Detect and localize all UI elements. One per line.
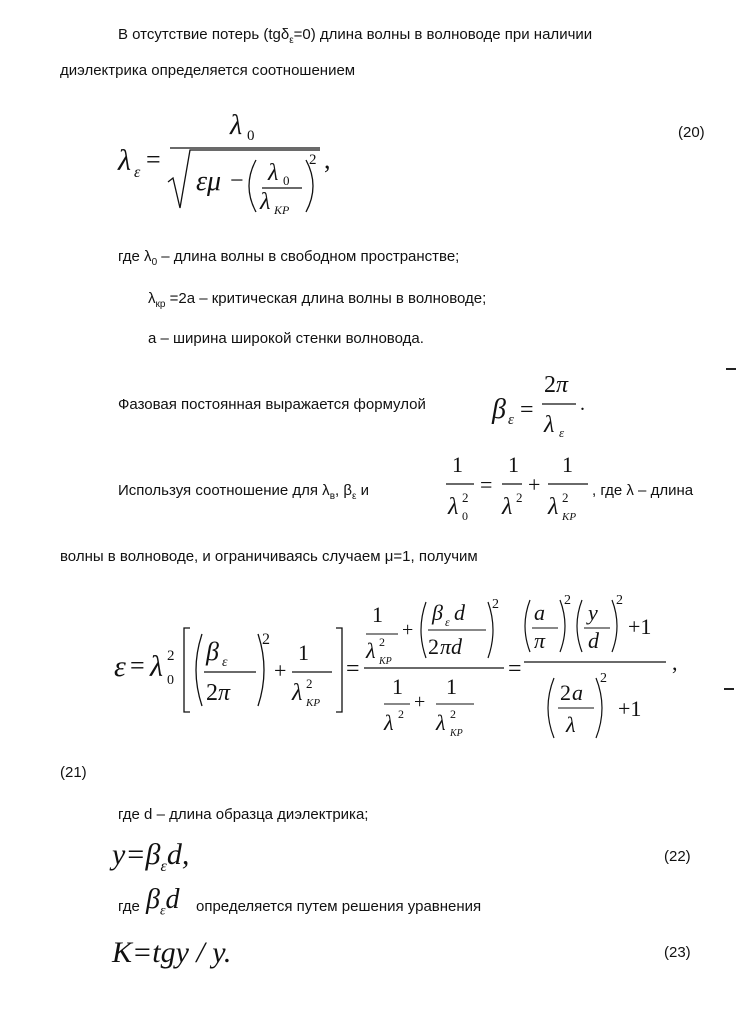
formula-22: $y=\beta_\varepsilon d$, xyxy=(112,838,190,875)
svg-text:2: 2 xyxy=(306,676,313,691)
svg-text:ε: ε xyxy=(222,655,228,670)
svg-text:2: 2 xyxy=(562,490,569,505)
svg-text:KP: KP xyxy=(450,728,463,739)
svg-text:λ: λ xyxy=(292,680,303,706)
svg-text:+: + xyxy=(274,658,287,683)
svg-text:=: = xyxy=(520,397,534,423)
svg-text:λ: λ xyxy=(448,494,459,520)
svg-text:0: 0 xyxy=(462,509,468,523)
svg-text:2: 2 xyxy=(600,671,607,686)
svg-text:λ: λ xyxy=(384,710,394,735)
scan-mark-top xyxy=(726,368,736,370)
svg-text:1: 1 xyxy=(298,640,309,665)
svg-text:λ: λ xyxy=(548,494,559,520)
svg-text:1: 1 xyxy=(372,602,383,627)
svg-text:2: 2 xyxy=(616,593,623,608)
svg-text:1: 1 xyxy=(452,452,463,477)
svg-text:=: = xyxy=(346,656,360,682)
svg-text:2: 2 xyxy=(544,372,556,398)
svg-text:+1: +1 xyxy=(628,614,652,639)
definition-a: а – ширина широкой стенки волновода. xyxy=(148,330,424,347)
svg-text:ε: ε xyxy=(114,650,126,683)
equation-number-22: (22) xyxy=(664,848,691,865)
svg-text:2: 2 xyxy=(309,152,317,168)
svg-text:2: 2 xyxy=(206,680,218,706)
svg-text:λ: λ xyxy=(260,189,271,215)
svg-text:λ: λ xyxy=(366,638,376,663)
svg-text:εμ: εμ xyxy=(196,166,222,197)
svg-text:0: 0 xyxy=(283,173,290,188)
definition-d: где d – длина образца диэлектрика; xyxy=(118,806,369,823)
svg-text:2: 2 xyxy=(492,597,499,612)
svg-text:λ: λ xyxy=(566,712,576,737)
svg-text:ε: ε xyxy=(559,425,565,440)
using-relation-text: Используя соотношение для $\lambda_в$, $\beta_\varepsilon$ и xyxy=(118,482,369,502)
svg-text:=: = xyxy=(146,145,161,174)
svg-text:KP: KP xyxy=(562,511,577,523)
scan-mark-bottom xyxy=(724,688,734,690)
svg-text:2: 2 xyxy=(167,648,175,664)
wave-line-text: волны в волноводе, и ограничиваясь случаем μ=1, получим xyxy=(60,548,478,565)
svg-text:ε: ε xyxy=(445,615,450,629)
svg-text:.: . xyxy=(580,393,585,415)
svg-text:a: a xyxy=(572,680,583,705)
svg-text:0: 0 xyxy=(167,673,174,688)
paragraph-intro-line2: диэлектрика определяется соотношением xyxy=(60,62,356,79)
formula-23: K=tgy / y. xyxy=(112,936,232,969)
formula-relation xyxy=(440,450,600,530)
svg-text:KP: KP xyxy=(274,203,290,217)
svg-text:a: a xyxy=(534,600,545,625)
svg-text:1: 1 xyxy=(392,674,403,699)
formula-beta-d-inline: $\beta_\varepsilon d$ xyxy=(146,884,180,919)
svg-text:,: , xyxy=(672,650,678,675)
svg-text:ε: ε xyxy=(134,164,141,181)
svg-text:2: 2 xyxy=(398,707,404,721)
svg-text:1: 1 xyxy=(446,674,457,699)
svg-text:λ: λ xyxy=(502,494,513,520)
svg-text:+1: +1 xyxy=(618,696,642,721)
svg-text:KP: KP xyxy=(306,697,321,709)
svg-text:β: β xyxy=(432,600,443,625)
svg-text:+: + xyxy=(414,691,426,713)
svg-text:πd: πd xyxy=(440,634,463,659)
svg-text:λ: λ xyxy=(118,144,131,177)
svg-text:λ: λ xyxy=(544,412,555,438)
svg-text:2: 2 xyxy=(462,490,469,505)
svg-text:β: β xyxy=(206,637,219,666)
svg-text:2: 2 xyxy=(516,490,523,505)
svg-text:π: π xyxy=(556,372,569,398)
svg-text:0: 0 xyxy=(247,128,255,144)
svg-text:π: π xyxy=(534,628,546,653)
svg-text:2: 2 xyxy=(564,593,571,608)
svg-text:2: 2 xyxy=(450,707,456,721)
svg-text:λ: λ xyxy=(230,110,243,141)
svg-text:1: 1 xyxy=(508,452,519,477)
svg-text:β: β xyxy=(492,394,506,425)
svg-text:1: 1 xyxy=(562,452,573,477)
formula-beta xyxy=(490,362,600,442)
definition-beta-d-prefix: где xyxy=(118,898,140,915)
definition-lambda0: где $\lambda_0$ – длина волны в свободном пространстве; xyxy=(118,248,460,268)
svg-text:λ: λ xyxy=(436,710,446,735)
svg-text:+: + xyxy=(402,619,414,641)
svg-text:d: d xyxy=(588,628,599,653)
svg-text:2: 2 xyxy=(379,635,385,649)
svg-text:π: π xyxy=(218,680,231,706)
paragraph-intro-line1: В отсутствие потерь (tgδ$_\varepsilon$=0) длина волны в волноводе при наличии xyxy=(118,26,593,46)
svg-text:=: = xyxy=(480,472,493,497)
svg-text:ε: ε xyxy=(508,412,514,428)
equation-number-20: (20) xyxy=(678,124,705,141)
definition-lambda-kr: $\lambda_{кр} =2а$ – критическая длина волны в волноводе; xyxy=(148,290,487,310)
svg-text:=: = xyxy=(508,656,522,682)
svg-text:=: = xyxy=(130,651,145,680)
svg-text:2: 2 xyxy=(560,680,571,705)
svg-text:KP: KP xyxy=(379,656,392,667)
svg-text:d: d xyxy=(454,600,465,625)
svg-text:λ: λ xyxy=(150,650,163,683)
svg-text:λ: λ xyxy=(268,160,279,186)
svg-text:2: 2 xyxy=(262,631,270,648)
svg-text:+: + xyxy=(528,472,541,497)
definition-beta-d-rest: определяется путем решения уравнения xyxy=(196,898,482,915)
svg-text:y: y xyxy=(588,600,598,625)
phase-constant-text: Фазовая постоянная выражается формулой xyxy=(118,396,426,413)
formula-20 xyxy=(110,100,440,220)
equation-number-21: (21) xyxy=(60,764,87,781)
formula-21 xyxy=(110,580,710,750)
using-relation-end: , где λ – длина xyxy=(592,482,694,499)
equation-number-23: (23) xyxy=(664,944,691,961)
svg-text:,: , xyxy=(324,145,331,174)
svg-text:2: 2 xyxy=(428,634,439,659)
svg-text:−: − xyxy=(230,168,244,194)
